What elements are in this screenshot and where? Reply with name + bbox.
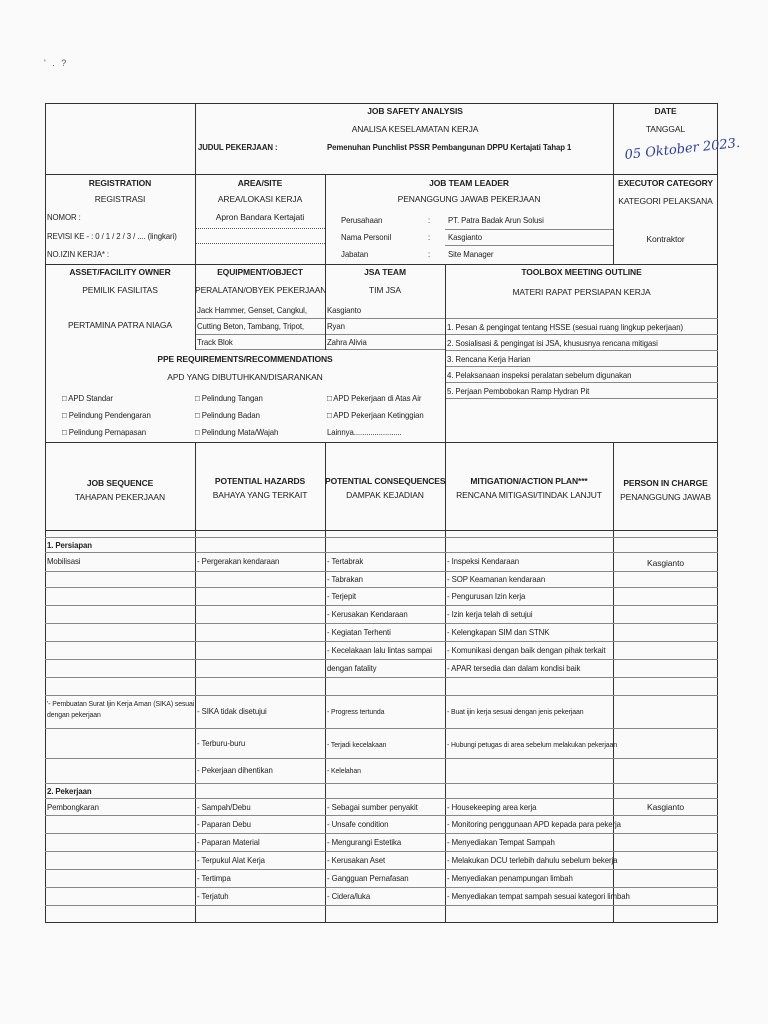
row-consequence: - Kecelakaan lalu lintas sampai — [327, 645, 432, 655]
job-title-value: Pemenuhan Punchlist PSSR Pembangunan DPPU Kertajati Tahap 1 — [327, 142, 572, 152]
owner-value: PERTAMINA PATRA NIAGA — [67, 320, 173, 330]
row-consequence: - Progress tertunda — [327, 707, 385, 716]
row-mitigation: - Monitoring penggunaan APD kepada para pekerja — [447, 819, 621, 829]
row-consequence: - Kerusakan Kendaraan — [327, 609, 408, 619]
leader-name-sep: : — [428, 232, 431, 242]
row-consequence: - Gangguan Pernafasan — [327, 873, 409, 883]
toolbox-item: 5. Perjaan Pembobokan Ramp Hydran Pit — [447, 386, 590, 396]
toolbox-item: 1. Pesan & pengingat tentang HSSE (sesuai ruang lingkup pekerjaan) — [447, 322, 684, 332]
checkbox-icon: □ — [62, 393, 69, 403]
row-mitigation: - Komunikasi dengan baik dengan pihak terkait — [447, 645, 606, 655]
row-mitigation: - Melakukan DCU terlebih dahulu sebelum bekerja — [447, 855, 618, 865]
leader-position-label: Jabatan — [341, 249, 369, 259]
row-sequence-cont: dengan pekerjaan — [47, 710, 101, 719]
col-header-mitigation-id: RENCANA MITIGASI/TINDAK LANJUT — [456, 490, 602, 500]
ppe-option[interactable] — [62, 427, 146, 437]
leader-company-value: PT. Patra Badak Arun Solusi — [448, 215, 544, 225]
row-mitigation: - Housekeeping area kerja — [447, 802, 537, 812]
leader-header: JOB TEAM LEADER — [429, 178, 509, 188]
row-sequence: '- Pembuatan Surat Ijin Kerja Aman (SIKA) sesuai — [47, 699, 195, 708]
ppe-option[interactable] — [195, 427, 278, 437]
leader-position-value: Site Manager — [448, 249, 494, 259]
col-header-mitigation: MITIGATION/ACTION PLAN*** — [470, 476, 588, 486]
nomor-label: NOMOR : — [47, 212, 81, 222]
row-consequence: - Tertabrak — [327, 556, 364, 566]
row-consequence: - Terjepit — [327, 591, 356, 601]
row-pic: Kasgianto — [647, 802, 684, 812]
row-mitigation: - Buat ijin kerja sesuai dengan jenis pekerjaan — [447, 707, 584, 716]
ppe-option[interactable] — [62, 410, 151, 420]
row-hazard: - SIKA tidak disetujui — [197, 706, 267, 716]
leader-position-sep: : — [428, 249, 431, 259]
row-consequence: - Unsafe condition — [327, 819, 389, 829]
row-consequence: dengan fatality — [327, 663, 377, 673]
row-consequence: - Mengurangi Estetika — [327, 837, 402, 847]
leader-header-id: PENANGGUNG JAWAB PEKERJAAN — [397, 194, 541, 204]
checkbox-icon: □ — [62, 427, 69, 437]
ppe-header-id: APD YANG DIBUTUHKAN/DISARANKAN — [167, 372, 323, 382]
row-hazard: - Terjatuh — [197, 891, 229, 901]
ppe-option-label: Pelindung Mata/Wajah — [201, 427, 279, 437]
row-mitigation: - Menyediakan penampungan limbah — [447, 873, 573, 883]
row-hazard: - Terburu-buru — [197, 738, 246, 748]
row-consequence: - Sebagai sumber penyakit — [327, 802, 418, 812]
row-sequence: Pembongkaran — [47, 802, 99, 812]
row-mitigation: - Inspeksi Kendaraan — [447, 556, 520, 566]
jsa-team-member: Ryan — [327, 321, 345, 331]
col-header-job-sequence-id: TAHAPAN PEKERJAAN — [74, 492, 166, 502]
leader-company-sep: : — [428, 215, 431, 225]
ppe-option-label: Pelindung Pendengaran — [68, 410, 151, 420]
ppe-option-label: APD Pekerjaan di Atas Air — [333, 393, 422, 403]
row-hazard: - Sampah/Debu — [197, 802, 251, 812]
ppe-option[interactable] — [195, 410, 260, 420]
section-title: 1. Persiapan — [47, 540, 92, 550]
leader-name-value: Kasgianto — [448, 232, 482, 242]
toolbox-item: 3. Rencana Kerja Harian — [447, 354, 531, 364]
jsa-team-member: Zahra Alivia — [327, 337, 367, 347]
col-header-consequences: POTENTIAL CONSEQUENCES — [325, 476, 446, 486]
row-mitigation: - SOP Keamanan kendaraan — [447, 574, 546, 584]
row-consequence: - Terjadi kecelakaan — [327, 740, 387, 749]
jsa-form — [45, 103, 718, 923]
equipment-item: Cutting Beton, Tambang, Tripot, — [197, 321, 304, 331]
col-header-job-sequence: JOB SEQUENCE — [86, 478, 154, 488]
jsa-team-header: JSA TEAM — [364, 267, 406, 277]
col-header-consequences-id: DAMPAK KEJADIAN — [346, 490, 424, 500]
col-header-hazards: POTENTIAL HAZARDS — [214, 476, 306, 486]
row-consequence: - Kegiatan Terhenti — [327, 627, 391, 637]
row-consequence: - Kerusakan Aset — [327, 855, 386, 865]
ppe-option-label: APD Standar — [68, 393, 113, 403]
col-header-pic: PERSON IN CHARGE — [623, 478, 708, 488]
area-header: AREA/SITE — [237, 178, 283, 188]
row-pic: Kasgianto — [647, 558, 684, 568]
jsa-team-member: Kasgianto — [327, 305, 361, 315]
row-mitigation: - Pengurusan Izin kerja — [447, 591, 526, 601]
area-value: Apron Bandara Kertajati — [215, 212, 305, 222]
row-consequence: - Cidera/luka — [327, 891, 371, 901]
jsa-team-header-id: TIM JSA — [369, 285, 401, 295]
checkbox-icon: □ — [195, 393, 202, 403]
date-handwritten: 05 Oktober 2023. — [624, 135, 741, 163]
equipment-header: EQUIPMENT/OBJECT — [217, 267, 303, 277]
ppe-option[interactable] — [62, 393, 113, 403]
date-en: DATE — [654, 106, 677, 116]
ppe-option-label: APD Pekerjaan Ketinggian — [333, 410, 424, 420]
owner-header: ASSET/FACILITY OWNER — [69, 267, 171, 277]
row-consequence: - Kelelahan — [327, 766, 361, 775]
title-en: JOB SAFETY ANALYSIS — [367, 106, 463, 116]
col-header-pic-id: PENANGGUNG JAWAB — [620, 492, 711, 502]
toolbox-header-id: MATERI RAPAT PERSIAPAN KERJA — [512, 287, 651, 297]
checkbox-icon: □ — [195, 427, 202, 437]
checkbox-icon: □ — [327, 393, 334, 403]
col-header-hazards-id: BAHAYA YANG TERKAIT — [212, 490, 308, 500]
leader-company-label: Perusahaan — [341, 215, 383, 225]
row-hazard: - Tertimpa — [197, 873, 231, 883]
row-mitigation: - APAR tersedia dan dalam kondisi baik — [447, 663, 581, 673]
ppe-other: Lainnya....................... — [327, 427, 402, 437]
row-mitigation: - Izin kerja telah di setujui — [447, 609, 533, 619]
toolbox-item: 4. Pelaksanaan inspeksi peralatan sebelum digunakan — [447, 370, 632, 380]
ppe-option[interactable] — [327, 410, 424, 420]
job-title-label: JUDUL PEKERJAAN : — [198, 142, 278, 152]
row-mitigation: - Menyediakan Tempat Sampah — [447, 837, 555, 847]
row-mitigation: - Menyediakan tempat sampah sesuai kategori limbah — [447, 891, 630, 901]
row-mitigation: - Kelengkapan SIM dan STNK — [447, 627, 550, 637]
ppe-option-label: Pelindung Pernapasan — [68, 427, 147, 437]
checkbox-icon: □ — [327, 410, 334, 420]
equipment-item: Jack Hammer, Genset, Cangkul, — [197, 305, 307, 315]
registration-header-id: REGISTRASI — [94, 194, 146, 204]
ppe-option[interactable] — [195, 393, 263, 403]
title-id: ANALISA KESELAMATAN KERJA — [351, 124, 479, 134]
revisi-label: REVISI KE - : 0 / 1 / 2 / 3 / .... (lingkari) — [47, 231, 177, 241]
ppe-option-label: Pelindung Tangan — [201, 393, 263, 403]
ppe-option[interactable] — [327, 393, 421, 403]
checkbox-icon: □ — [195, 410, 202, 420]
toolbox-header: TOOLBOX MEETING OUTLINE — [521, 267, 642, 277]
izin-label: NO.IZIN KERJA* : — [47, 249, 109, 259]
registration-header: REGISTRATION — [88, 178, 152, 188]
toolbox-item: 2. Sosialisasi & pengingat isi JSA, khususnya rencana mitigasi — [447, 338, 658, 348]
section-title: 2. Pekerjaan — [47, 786, 92, 796]
row-sequence: Mobilisasi — [47, 556, 81, 566]
checkbox-icon: □ — [62, 410, 69, 420]
owner-header-id: PEMILIK FASILITAS — [82, 285, 158, 295]
row-hazard: - Paparan Material — [197, 837, 260, 847]
row-hazard: - Pekerjaan dihentikan — [197, 765, 273, 775]
row-mitigation: - Hubungi petugas di area sebelum melakukan pekerjaan — [447, 740, 618, 749]
date-id: TANGGAL — [645, 124, 686, 134]
executor-header: EXECUTOR CATEGORY — [618, 178, 713, 188]
equipment-header-id: PERALATAN/OBYEK PEKERJAAN — [195, 285, 327, 295]
row-hazard: - Terpukul Alat Kerja — [197, 855, 265, 865]
leader-name-label: Nama Personil — [341, 232, 392, 242]
row-hazard: - Paparan Debu — [197, 819, 251, 829]
ppe-option-label: Pelindung Badan — [201, 410, 260, 420]
corner-mark: ' . ? — [44, 58, 69, 68]
row-hazard: - Pergerakan kendaraan — [197, 556, 280, 566]
ppe-header: PPE REQUIREMENTS/RECOMMENDATIONS — [157, 354, 333, 364]
executor-header-id: KATEGORI PELAKSANA — [618, 196, 713, 206]
executor-value: Kontraktor — [646, 234, 685, 244]
area-header-id: AREA/LOKASI KERJA — [217, 194, 303, 204]
equipment-item: Track Blok — [197, 337, 233, 347]
row-consequence: - Tabrakan — [327, 574, 363, 584]
